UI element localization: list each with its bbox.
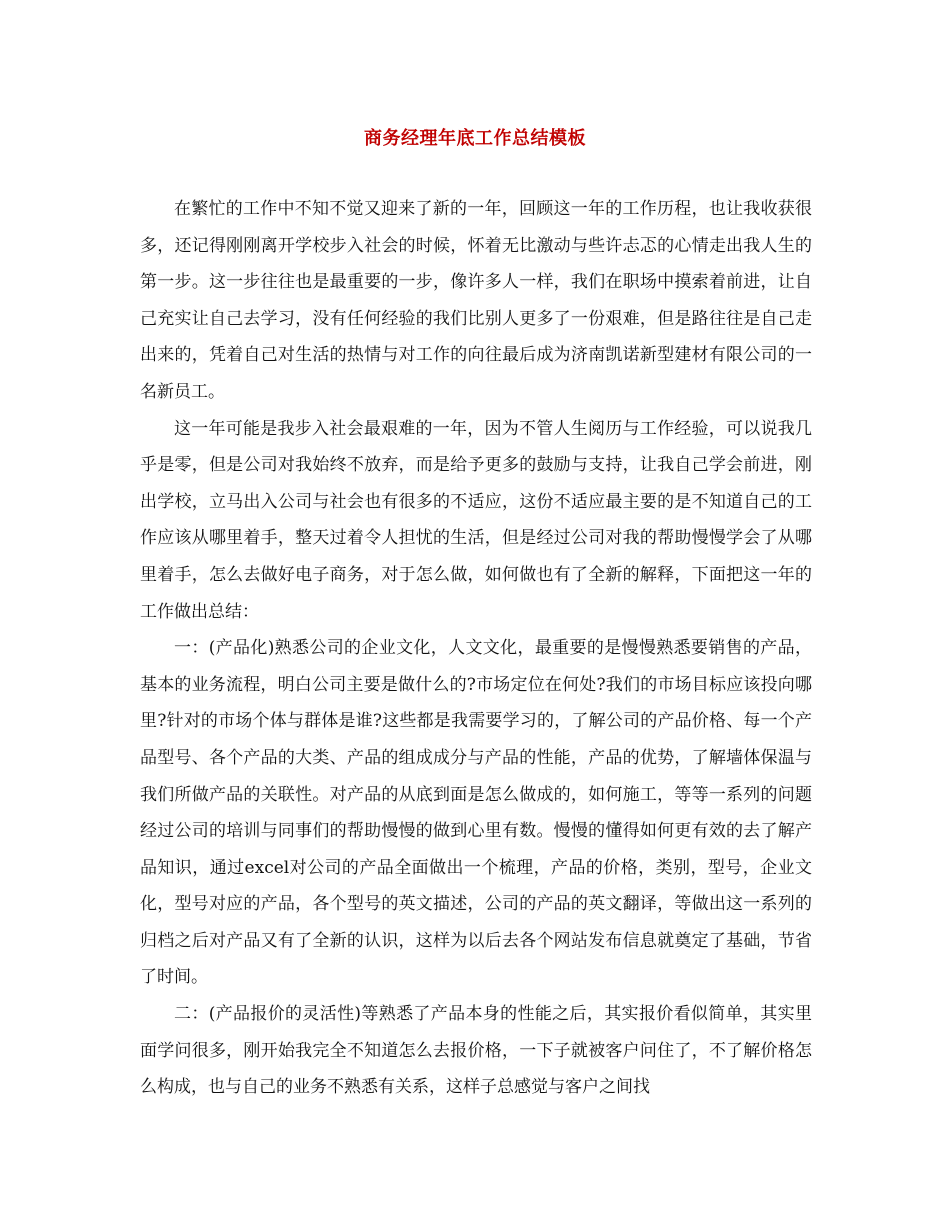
document-title: 商务经理年底工作总结模板 [364,128,586,149]
paragraph-first-year: 这一年可能是我步入社会最艰难的一年，因为不管人生阅历与工作经验，可以说我几乎是零，但是公司对我始终不放弃，而是给予更多的鼓励与支持，让我自己学会前进，刚出学校，立马出入公司与社会也有很多的不适应，这份不适应最主要的是不知道自己的工作应该从哪里着手，整天过着令人担忧的生活，但是经过公司对我的帮助慢慢学会了从哪里着手，怎么去做好电子商务，对于怎么做，如何做也有了全新的解释，下面把这一年的工作做出总结： [140,418,812,622]
document-body [140,191,812,1106]
paragraph-section-one: 一：(产品化)熟悉公司的企业文化，人文文化，最重要的是慢慢熟悉要销售的产品，基本的业务流程，明白公司主要是做什么的?市场定位在何处?我们的市场目标应该投向哪里?针对的市场个体与群体是谁?这些都是我需要学习的，了解公司的产品价格、每一个产品型号、各个产品的大类、产品的组成成分与产品的性能，产品的优势，了解墙体保温与我们所做产品的关联性。对产品的从底到面是怎么做成的，如何施工，等等一系列的问题经过公司的培训与同事们的帮助慢慢的做到心里有数。慢慢的懂得如何更有效的去了解产品知识，通过excel对公司的产品全面做出一个梳理，产品的价格，类别，型号，企业文化，型号对应的产品，各个型号的英文描述，公司的产品的英文翻译，等做出这一系列的归档之后对产品又有了全新的认识，这样为以后去各个网站发布信息就奠定了基础，节省了时间。 [140,638,812,988]
paragraph-intro: 在繁忙的工作中不知不觉又迎来了新的一年，回顾这一年的工作历程，也让我收获很多，还记得刚刚离开学校步入社会的时候，怀着无比激动与些许忐忑的心情走出我人生的第一步。这一步往往也是最重要的一步，像许多人一样，我们在职场中摸索着前进，让自己充实让自己去学习，没有任何经验的我们比别人更多了一份艰难，但是路往往是自己走出来的，凭着自己对生活的热情与对工作的向往最后成为济南凯诺新型建材有限公司的一名新员工。 [140,199,812,402]
paragraph-section-two: 二：(产品报价的灵活性)等熟悉了产品本身的性能之后，其实报价看似简单，其实里面学问很多，刚开始我完全不知道怎么去报价格，一下子就被客户问住了，不了解价格怎么构成，也与自己的业务不熟悉有关系，这样子总感觉与客户之间找 [140,1004,812,1098]
